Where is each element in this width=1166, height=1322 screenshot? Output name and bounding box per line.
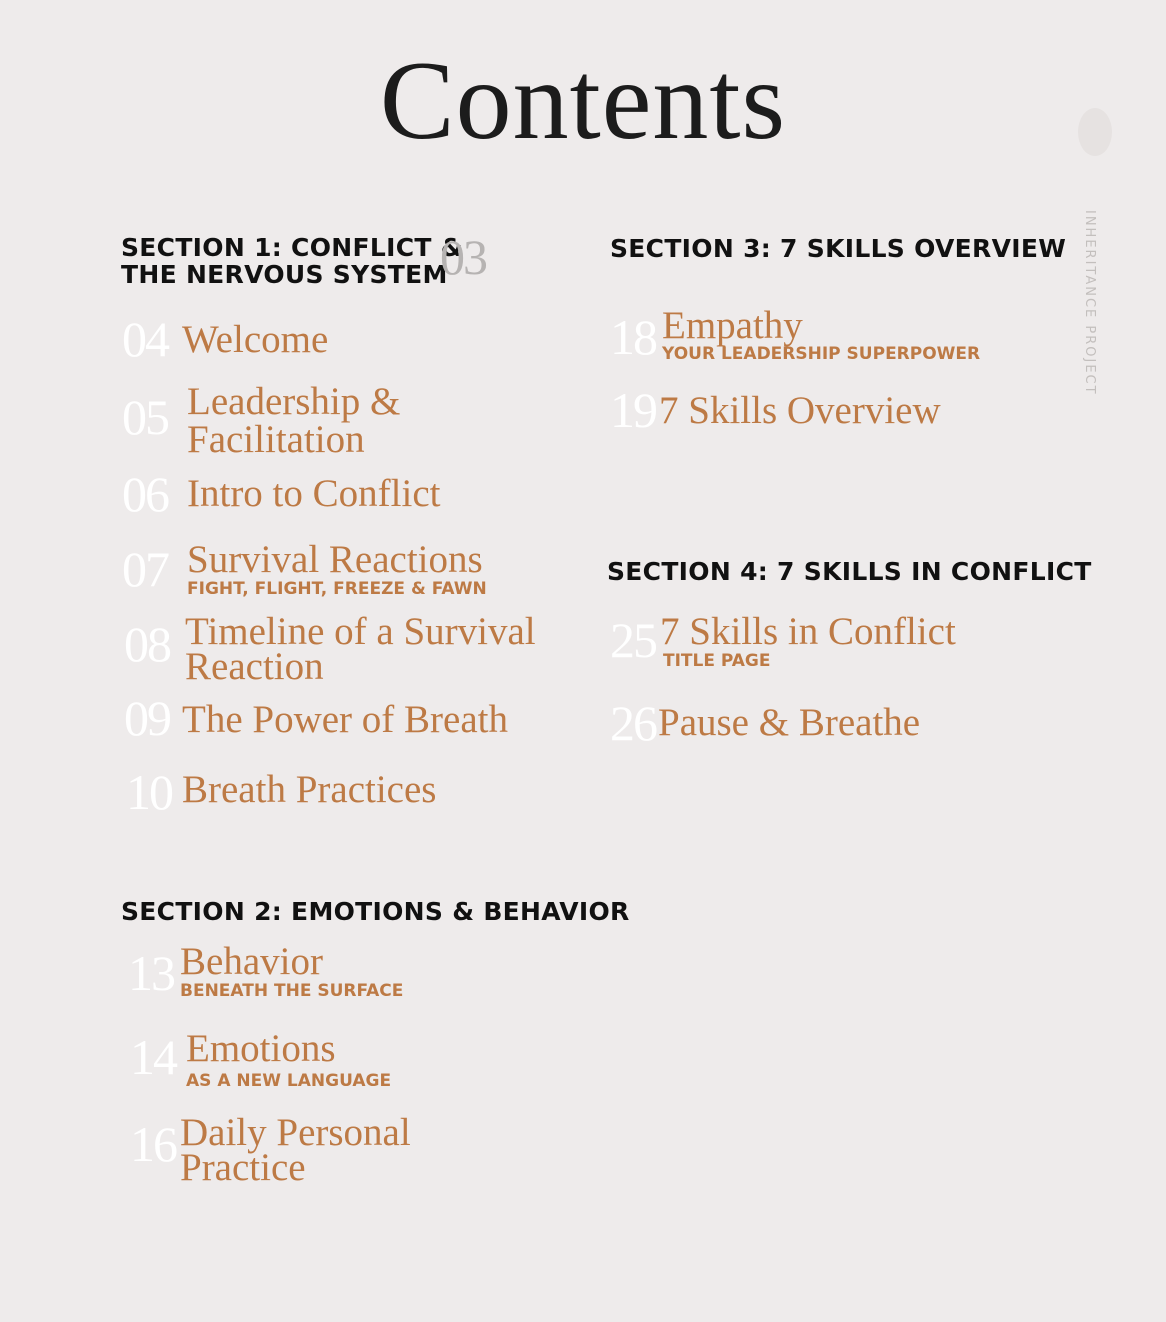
toc-entry-title: Behavior: [180, 940, 323, 983]
toc-entry-title: 7 Skills in Conflict: [660, 610, 956, 653]
toc-entry-daily-practice[interactable]: [180, 1111, 411, 1189]
toc-page-number: 07: [122, 541, 168, 597]
section-1-heading-line2: THE NERVOUS SYSTEM: [121, 260, 448, 289]
toc-page-number: 04: [122, 311, 168, 367]
toc-entry-7-skills-overview[interactable]: [659, 389, 941, 432]
toc-entry-subtitle: TITLE PAGE: [663, 651, 771, 671]
page-title: Contents: [379, 39, 787, 163]
toc-entry-subtitle: BENEATH THE SURFACE: [180, 981, 404, 1001]
toc-entry-title-line2: Practice: [180, 1146, 306, 1189]
section-1-heading: [121, 234, 463, 288]
side-label: INHERITANCE PROJECT: [1082, 210, 1097, 396]
toc-entry-title: Survival Reactions: [187, 538, 483, 581]
toc-page-number: 08: [124, 616, 170, 672]
toc-entry-7-skills-in-conflict[interactable]: [660, 610, 956, 671]
toc-entry-title: Intro to Conflict: [187, 472, 441, 515]
toc-page-number: 05: [122, 389, 168, 445]
toc-entry-intro-conflict[interactable]: [187, 472, 441, 515]
toc-page-number: 06: [122, 466, 168, 522]
toc-page-number: 26: [610, 695, 656, 751]
toc-page-number: 13: [128, 945, 174, 1001]
toc-entry-power-of-breath[interactable]: [182, 698, 508, 741]
toc-entry-title-line2: Facilitation: [187, 418, 365, 461]
toc-entry-behavior[interactable]: [180, 940, 404, 1001]
toc-page-number: 16: [130, 1116, 176, 1172]
section-4-heading: SECTION 4: 7 SKILLS IN CONFLICT: [607, 557, 1092, 586]
toc-page-number: 18: [610, 309, 656, 365]
toc-entry-survival-reactions[interactable]: [187, 538, 487, 599]
toc-entry-title: Pause & Breathe: [658, 701, 921, 744]
toc-entry-welcome[interactable]: [182, 318, 329, 361]
toc-page-number: 10: [126, 764, 172, 820]
section-3-heading: SECTION 3: 7 SKILLS OVERVIEW: [610, 234, 1067, 263]
section-1-heading-line1: SECTION 1: CONFLICT &: [121, 233, 463, 262]
toc-page-number: 14: [130, 1029, 176, 1085]
toc-entry-title: Breath Practices: [182, 768, 437, 811]
toc-entry-emotions[interactable]: [186, 1027, 392, 1091]
toc-entry-pause-breathe[interactable]: [658, 701, 921, 744]
toc-entry-title: 7 Skills Overview: [659, 389, 941, 432]
toc-entry-title: Welcome: [182, 318, 329, 361]
toc-entry-title: Emotions: [186, 1027, 336, 1070]
toc-entry-subtitle: AS A NEW LANGUAGE: [186, 1071, 392, 1091]
watermark-logo-icon: [1078, 108, 1112, 156]
toc-page-number: 25: [610, 612, 656, 668]
toc-page-number: 19: [610, 382, 656, 438]
toc-entry-breath-practices[interactable]: [182, 768, 437, 811]
toc-entry-title: Empathy: [662, 304, 803, 347]
toc-entry-title-line1: Leadership &: [187, 380, 401, 423]
toc-entry-title-line1: Timeline of a Survival: [185, 610, 536, 653]
toc-entry-subtitle: FIGHT, FLIGHT, FREEZE & FAWN: [187, 579, 487, 599]
toc-entry-title: The Power of Breath: [182, 698, 508, 741]
section-1-page-number: 03: [440, 229, 486, 285]
toc-entry-leadership[interactable]: [187, 380, 401, 461]
section-2-heading: SECTION 2: EMOTIONS & BEHAVIOR: [121, 897, 630, 926]
toc-entry-empathy[interactable]: [662, 304, 981, 364]
toc-entry-title-line1: Daily Personal: [180, 1111, 411, 1154]
toc-entry-timeline[interactable]: [185, 610, 536, 688]
toc-entry-title-line2: Reaction: [185, 645, 324, 688]
toc-page-number: 09: [124, 690, 170, 746]
toc-entry-subtitle: YOUR LEADERSHIP SUPERPOWER: [662, 344, 981, 364]
